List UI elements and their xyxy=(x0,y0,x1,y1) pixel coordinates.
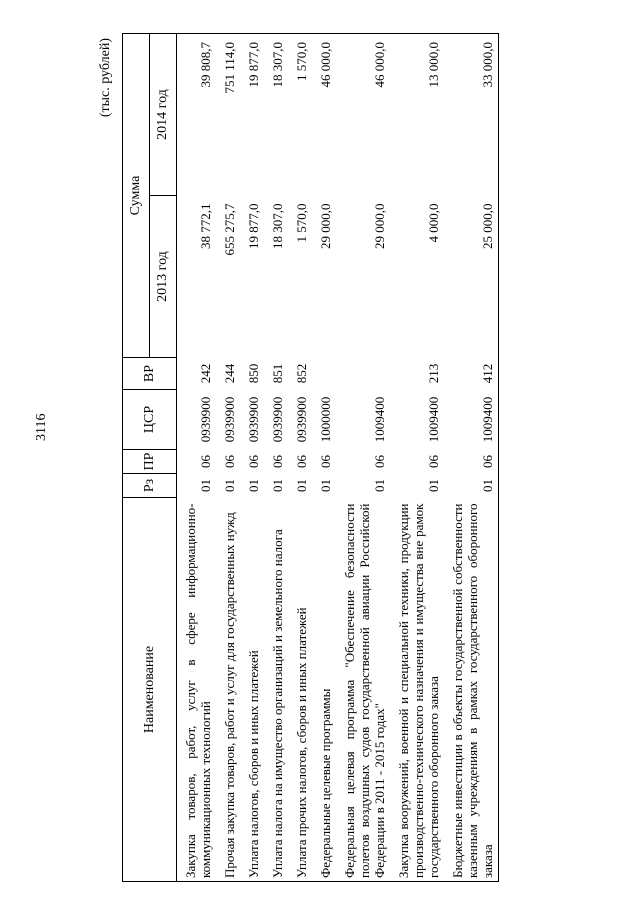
row-pr: 06 xyxy=(270,455,285,468)
row-csr: 0939900 xyxy=(294,396,309,443)
page-number: 3116 xyxy=(34,413,49,441)
row-vr: 851 xyxy=(270,363,285,384)
row-rz: 01 xyxy=(222,479,237,492)
rotated-page xyxy=(98,34,567,882)
table-row xyxy=(336,34,390,882)
row-vr xyxy=(312,358,336,390)
row-sum-2013: 18 307,0 xyxy=(270,203,285,249)
row-vr xyxy=(336,358,390,390)
table-body xyxy=(177,34,499,882)
table-row xyxy=(444,34,499,882)
row-sum-2014: 18 307,0 xyxy=(264,34,288,196)
row-rz: 01 xyxy=(246,479,261,492)
row-sum-2014: 46 000,0 xyxy=(336,34,390,196)
header-sum: Сумма xyxy=(123,34,150,358)
row-name: Уплата прочих налогов, сборов и иных платежей xyxy=(288,498,312,882)
row-name: Бюджетные инвестиции в объекты государственной собственности казенным учреждениям в рамках государственного оборонного заказа xyxy=(444,498,499,882)
row-pr: 06 xyxy=(198,455,213,468)
row-vr: 850 xyxy=(246,363,261,384)
table-row xyxy=(390,34,444,882)
row-vr: 244 xyxy=(222,363,237,384)
table-row xyxy=(240,34,264,882)
table-row xyxy=(264,34,288,882)
row-name: Федеральные целевые программы xyxy=(312,498,336,882)
row-rz: 01 xyxy=(426,479,441,492)
row-vr: 242 xyxy=(198,363,213,384)
row-csr: 0939900 xyxy=(270,396,285,443)
row-csr: 0939900 xyxy=(246,396,261,443)
row-rz: 01 xyxy=(270,479,285,492)
row-sum-2014: 39 808,7 xyxy=(177,34,217,196)
row-sum-2013: 38 772,1 xyxy=(198,203,213,249)
row-csr: 1009400 xyxy=(444,390,499,450)
row-sum-2013: 29 000,0 xyxy=(372,203,387,249)
row-sum-2014: 19 877,0 xyxy=(240,34,264,196)
row-name: Прочая закупка товаров, работ и услуг для государственных нужд xyxy=(216,498,240,882)
row-rz: 01 xyxy=(294,479,309,492)
row-rz: 01 xyxy=(318,479,333,492)
row-csr: 1009400 xyxy=(372,396,387,443)
row-name: Федеральная целевая программа "Обеспечение безопасности полетов воздушных судов государственной авиации Российской Федерации в 2011 - 2015 годах" xyxy=(336,498,390,882)
row-sum-2014: 13 000,0 xyxy=(390,34,444,196)
row-name: Закупка товаров, работ, услуг в сфере информационно-коммуникационных технологий xyxy=(177,498,217,882)
row-csr: 1009400 xyxy=(426,396,441,443)
row-sum-2013: 19 877,0 xyxy=(246,203,261,249)
row-pr: 06 xyxy=(318,455,333,468)
budget-table xyxy=(122,33,499,882)
row-vr: 213 xyxy=(426,363,441,384)
header-vr: ВР xyxy=(123,358,177,390)
row-rz: 01 xyxy=(372,479,387,492)
row-sum-2014: 1 570,0 xyxy=(288,34,312,196)
row-sum-2013: 1 570,0 xyxy=(294,203,309,243)
table-row xyxy=(288,34,312,882)
header-year-2013: 2013 год xyxy=(150,196,177,358)
row-name: Уплата налога на имущество организаций и земельного налога xyxy=(264,498,288,882)
header-rz: Рз xyxy=(123,474,177,498)
row-vr: 412 xyxy=(444,358,499,390)
row-sum-2013: 29 000,0 xyxy=(318,203,333,249)
table-row xyxy=(312,34,336,882)
row-sum-2014: 751 114,0 xyxy=(216,34,240,196)
row-csr: 1000000 xyxy=(318,396,333,443)
row-pr: 06 xyxy=(246,455,261,468)
row-pr: 06 xyxy=(444,450,499,474)
header-name: Наименование xyxy=(123,498,177,882)
row-pr: 06 xyxy=(294,455,309,468)
row-rz: 01 xyxy=(198,479,213,492)
header-pr: ПР xyxy=(123,450,177,474)
header-year-2014: 2014 год xyxy=(150,34,177,196)
row-sum-2013: 4 000,0 xyxy=(426,203,441,243)
row-sum-2014: 33 000,0 xyxy=(444,34,499,196)
units-label: (тыс. рублей) xyxy=(98,38,113,118)
row-pr: 06 xyxy=(372,455,387,468)
row-name: Уплата налогов, сборов и иных платежей xyxy=(240,498,264,882)
row-sum-2014: 46 000,0 xyxy=(312,34,336,196)
row-pr: 06 xyxy=(222,455,237,468)
row-csr: 0939900 xyxy=(222,396,237,443)
row-sum-2013: 655 275,7 xyxy=(222,203,237,256)
header-csr: ЦСР xyxy=(123,390,177,450)
row-name: Закупка вооружений, военной и специальной техники, продукции производственно-технического назначения и имущества вне рамок государственного оборонного заказа xyxy=(390,498,444,882)
table-row xyxy=(216,34,240,882)
row-rz: 01 xyxy=(444,474,499,498)
row-pr: 06 xyxy=(426,455,441,468)
row-vr: 852 xyxy=(294,363,309,384)
table-row xyxy=(177,34,217,882)
row-csr: 0939900 xyxy=(198,396,213,443)
row-sum-2013: 25 000,0 xyxy=(444,196,499,358)
